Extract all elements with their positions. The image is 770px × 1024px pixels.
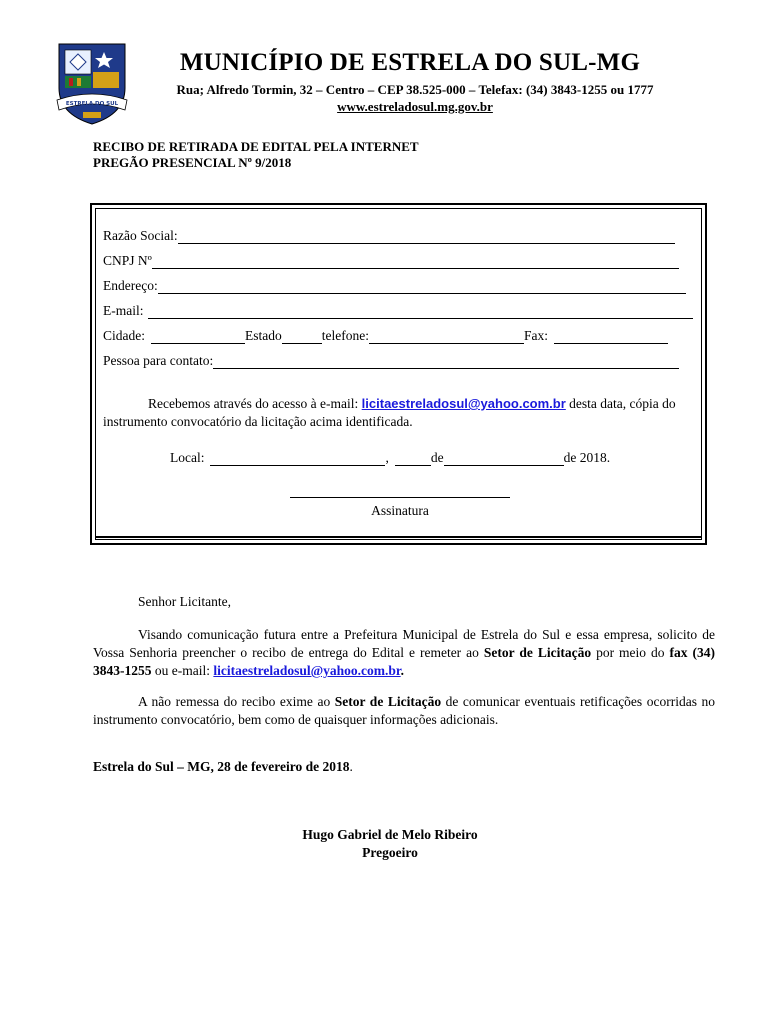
local-date-row <box>170 450 610 466</box>
website-link[interactable]: www.estreladosul.mg.gov.br <box>337 99 493 114</box>
de-label: de <box>430 450 444 465</box>
p1-setor: Setor de Licitação <box>483 645 592 660</box>
estado-field[interactable] <box>282 331 322 344</box>
email-label: E-mail: <box>103 303 144 318</box>
razao-social-field[interactable] <box>178 231 675 244</box>
estado-label: Estado <box>245 328 282 343</box>
month-field[interactable] <box>444 453 564 466</box>
date-line <box>93 759 353 775</box>
form-bottom-rule <box>95 536 702 538</box>
document-heading: RECIBO DE RETIRADA DE EDITAL PELA INTERNET <box>93 139 419 154</box>
local-comma: , <box>385 450 389 465</box>
fax-field[interactable] <box>554 331 668 344</box>
receipt-email-link[interactable]: licitaestreladosul@yahoo.com.br <box>361 396 566 411</box>
page-title: MUNICÍPIO DE ESTRELA DO SUL-MG <box>179 49 641 76</box>
day-field[interactable] <box>395 453 431 466</box>
cidade-field[interactable] <box>151 331 245 344</box>
signature-line[interactable] <box>290 497 510 498</box>
receipt-text-end: desta data, cópia do instrumento convocatório da licitação acima identificada. <box>103 396 676 429</box>
p1-period: . <box>400 663 405 678</box>
signer-role: Pregoeiro <box>362 845 418 860</box>
telefone-field[interactable] <box>369 331 524 344</box>
p1-text-a: Visando comunicação futura entre a Prefeitura Municipal de Estrela do Sul e essa empresa, solicito de Vossa Senhoria preencher o recibo de entrega do Edital e remeter ao <box>93 627 715 660</box>
contato-label: Pessoa para contato: <box>103 353 214 368</box>
date-period: . <box>349 759 353 774</box>
crest-banner-text: ESTRELA DO SUL <box>65 101 119 107</box>
razao-social-label: Razão Social: <box>103 228 178 243</box>
p1-email-link[interactable]: licitaestreladosul@yahoo.com.br <box>213 663 401 678</box>
email-field[interactable] <box>148 306 693 319</box>
cnpj-row <box>103 253 679 269</box>
municipality-address: Rua; Alfredo Tormin, 32 – Centro – CEP 38.525-000 – Telefax: (34) 3843-1255 ou 1777 <box>176 82 654 97</box>
cidade-row <box>103 328 668 344</box>
contato-field[interactable] <box>213 356 679 369</box>
endereco-field[interactable] <box>158 281 686 294</box>
cnpj-label: CNPJ Nº <box>103 253 152 268</box>
p2-setor: Setor de Licitação <box>334 694 442 709</box>
endereco-label: Endereço: <box>103 278 158 293</box>
notice-paragraph <box>93 693 715 729</box>
cidade-label: Cidade: <box>103 328 145 343</box>
greeting: Senhor Licitante, <box>138 594 231 609</box>
instruction-paragraph <box>93 626 715 680</box>
receipt-statement <box>103 395 698 431</box>
p1-fax: fax (34) 3843-1255 <box>93 645 715 678</box>
p1-text-c: ou e-mail: <box>151 663 214 678</box>
date-text: Estrela do Sul – MG, 28 de fevereiro de 2018 <box>93 759 350 774</box>
signature-label: Assinatura <box>371 503 429 518</box>
local-field[interactable] <box>210 453 385 466</box>
endereco-row <box>103 278 686 294</box>
cnpj-field[interactable] <box>152 256 679 269</box>
telefone-label: telefone: <box>321 328 369 343</box>
receipt-text-start: Recebemos através do acesso à e-mail: <box>148 396 362 411</box>
p1-text-b: por meio do <box>591 645 670 660</box>
local-label: Local: <box>170 450 205 465</box>
contato-row <box>103 353 679 369</box>
municipal-crest-logo <box>55 40 129 126</box>
document-subheading: PREGÃO PRESENCIAL Nº 9/2018 <box>93 155 292 170</box>
p2-text-b: de comunicar eventuais retificações ocorridas no instrumento convocatório, bem como de quaisquer informações adicionais. <box>93 694 716 727</box>
fax-label: Fax: <box>523 328 548 343</box>
razao-social-row <box>103 228 675 244</box>
signer-name: Hugo Gabriel de Melo Ribeiro <box>302 827 478 842</box>
email-row <box>103 303 693 319</box>
p2-text-a: A não remessa do recibo exime ao <box>138 694 335 709</box>
de-2018-label: de 2018. <box>563 450 611 465</box>
